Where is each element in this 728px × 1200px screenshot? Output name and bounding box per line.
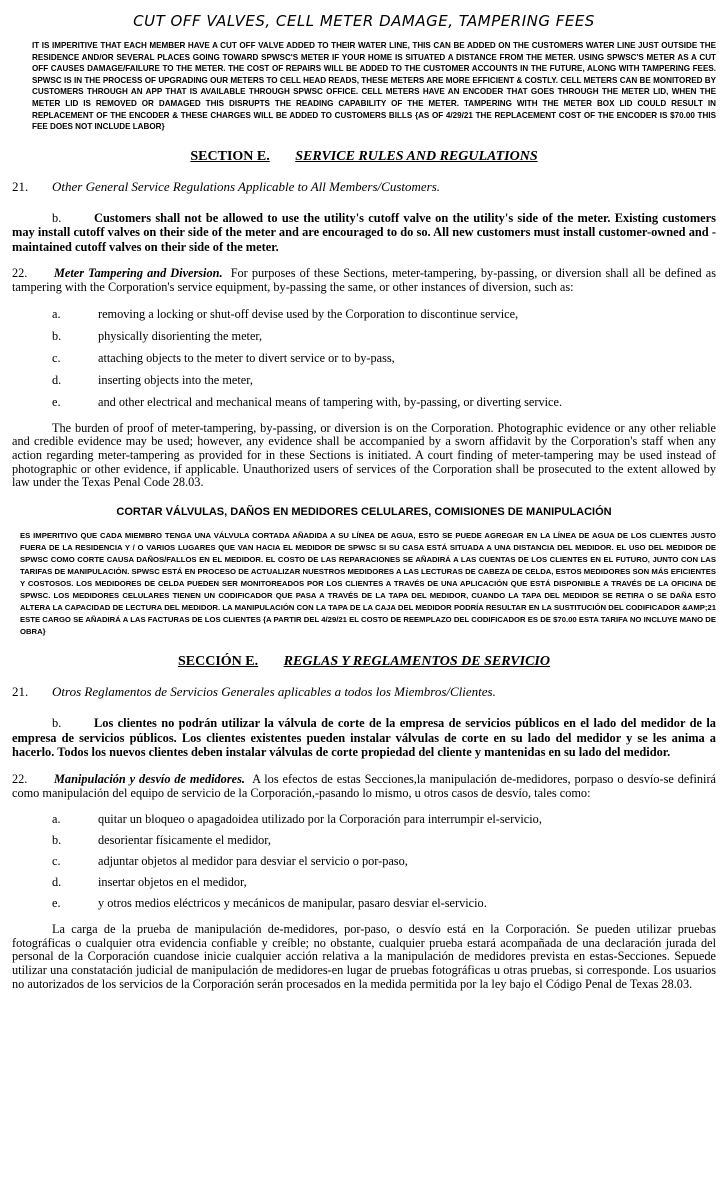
list-item [12, 854, 716, 869]
rule-number: 21. [12, 684, 29, 700]
item-text: quitar un bloqueo o apagadoidea utilizado por la Corporación para interrumpir el-servicio, [98, 812, 542, 827]
rule-22-head: Manipulación y desvío de medidores. [54, 771, 245, 786]
item-text: inserting objects into the meter, [98, 372, 253, 387]
spanish-rule-22-paragraph [12, 772, 716, 800]
item-letter: c. [52, 350, 61, 365]
document-title: CUT OFF VALVES, CELL METER DAMAGE, TAMPERING FEES [133, 12, 595, 30]
list-item [12, 833, 716, 848]
item-text: physically disorienting the meter, [98, 328, 263, 343]
rule-21b-paragraph [12, 211, 716, 255]
item-text: removing a locking or shut-off devise used by the Corporation to discontinue service, [98, 306, 519, 321]
rule-number: 21. [12, 178, 29, 194]
spanish-rule-21-heading [12, 684, 716, 700]
list-item [12, 307, 716, 322]
item-text: y otros medios eléctricos y mecánicos de manipular, pasaro desviar el-servicio. [98, 896, 487, 911]
section-heading [12, 149, 716, 165]
rule-22-head: Meter Tampering and Diversion. [54, 266, 223, 281]
list-item [12, 373, 716, 388]
spanish-section-heading [12, 654, 716, 670]
list-item [12, 351, 716, 366]
rule-title: Other General Service Regulations Applicable to All Members/Customers. [52, 178, 441, 194]
item-letter: a. [52, 812, 61, 827]
item-letter: b. [52, 328, 62, 343]
item-letter: b. [52, 833, 62, 848]
spanish-notice-text: ES IMPERITIVO QUE CADA MIEMBRO TENGA UNA VÁLVULA CORTADA AÑADIDA A SU LÍNEA DE AGUA, ESTO SE PUEDE AGREGAR EN LA LÍNEA DE AGUA DE LOS CLIENTES JUSTO FUERA DE LA RESIDENCIA Y / O VARIOS LUGARES QUE VAN HACIA EL MEDIDOR DE SPWSC SI SU CASA ESTÁ SITUADA A UNA DISTANCIA DEL MEDIDOR. EL USO DEL MEDIDOR DE SPWSC COMO CORTE CAUSA DAÑOS/FALLOS EN EL MEDIDOR. EL COSTO DE LAS REPARACIONES SE AÑADIRÁ A LAS CUENTAS DE LOS CLIENTES EN EL FUTURO, JUNTO CON LAS TARIFAS DE MANIPULACIÓN. SPWSC ESTÁ EN PROCESO DE ACTUALIZAR NUESTROS MEDIDORES A LAS LECTURAS DE CABEZA DE CELDA, ESTOS MEDIDORES SON MÁS EFICIENTES Y COSTOSOS. LOS MEDIDORES DE CELDA PUEDEN SER MONITOREADOS POR LOS CLIENTES A TRAVÉS DE UNA APLICACIÓN QUE ESTÁ DISPONIBLE A TRAVÉS DE LA OFICINA DE SPWSC. LOS MEDIDORES CELULARES TIENEN UN CODIFICADOR QUE PASA A TRAVÉS DE LA TAPA DEL MEDIDOR, CUANDO LA TAPA DEL MEDIDOR SE RETIRA O SE DAÑA ESTO ALTERA LA CAPACIDAD DE LECTURA DEL MEDIDOR. LA MANIPULACIÓN CON LA TAPA DE LA CAJA DEL MEDIDOR PODRÍA RESULTAR EN LA SUSTITUCIÓN DEL CODIFICADOR &AMP;21 ESTE CARGO SE AÑADIRÁ A LAS FACTURAS DE LOS CLIENTES {A PARTIR DEL 4/29/21 EL COSTO DE REEMPLAZO DEL CODIFICADOR ES DE $70.00 ESTA TARIFA NO INCLUYE MANO DE OBRA} [20, 531, 716, 637]
item-letter: d. [52, 875, 62, 890]
rule-21b-text: Los clientes no podrán utilizar la válvula de corte de la empresa de servicios públicos en el lado del medidor de la empresa de servicios públicos. Los clientes existentes pueden instalar válvulas de corte en su lado del medidor y se les anima a hacerlo. Todos los nuevos clientes deben instalar válvulas de corte propiedad del cliente y mantenidas en su lado del medidor. [12, 716, 716, 760]
section-number: SECCIÓN E. [178, 654, 259, 670]
list-item [12, 896, 716, 911]
item-letter: d. [52, 372, 62, 387]
list-item [12, 395, 716, 410]
item-letter: e. [52, 896, 61, 911]
rule-21-heading [12, 179, 716, 195]
notice-text: IT IS IMPERITIVE THAT EACH MEMBER HAVE A CUT OFF VALVE ADDED TO THEIR WATER LINE, THIS CAN BE ADDED ON THE CUSTOMERS WATER LINE JUST OUTSIDE THE RESIDENCE AND/OR SEVERAL PLACES GOING TOWARD SPWSC'S METER IF YOUR HOME IS SITUATED A DISTANCE FROM THE METER. USING SPWSC'S METER AS A CUT OFF CAUSES DAMAGE/FAILURE TO THE METER. THE COST OF REPAIRS WILL BE ADDED TO THE CUSTOMER ACCOUNTS IN THE FUTURE, ALONG WITH TAMPERING FEES. SPWSC IS IN THE PROCESS OF UPGRADING OUR METERS TO CELL HEAD READS, THESE METERS ARE MORE EFFICIENT & COSTLY. CELL METERS CAN BE MONITORED BY CUSTOMERS THROUGH AN APP THAT IS AVAILABLE THROUGH SPWSC OFFICE. CELL METERS HAVE AN ENCODER THAT GOES THROUGH THE METER LID, WHEN THE METER LID IS REMOVED OR DAMAGED THIS DISRUPTS THE READING CAPABILITY OF THE METER. TAMPERING WITH THE METER BOX LID COULD RESULT IN REPLACEMENT OF THE ENCODER & THESE CHARGES WILL BE ADDED TO CUSTOMERS BILLS {AS OF 4/29/21 THE REPLACEMENT COST OF THE ENCODER IS $70.00 THIS FEE DOES NOT INCLUDE LABOR} [32, 41, 716, 132]
section-title: SERVICE RULES AND REGULATIONS [295, 148, 538, 164]
rule-22-text: A los efectos de estas Secciones,la manipulación de-medidores, porpaso o desvío-se definirá como manipulación del equipo de servicio de la Corporación,-pasando lo mismo, u otros casos de desvío, tales como: [12, 771, 717, 800]
tampering-list [12, 307, 716, 410]
item-letter: b. [52, 716, 62, 731]
spanish-rule-21b-paragraph [12, 716, 716, 760]
rule-21b-text: Customers shall not be allowed to use the utility's cutoff valve on the utility's side of the meter. Existing customers may install cutoff valves on their side of the meter and are encouraged to do so. All new customers must install customer-owned and -maintained cutoff valves on their side of the meter. [12, 210, 716, 254]
item-text: desorientar físicamente el medidor, [98, 833, 271, 848]
list-item [12, 329, 716, 344]
list-item [12, 875, 716, 890]
item-text: adjuntar objetos al medidor para desviar el servicio o por-paso, [98, 854, 408, 869]
section-number: SECTION E. [190, 148, 270, 164]
rule-title: Otros Reglamentos de Servicios Generales aplicables a todos los Miembros/Clientes. [52, 684, 496, 700]
item-text: attaching objects to the meter to divert service or to by-pass, [98, 350, 395, 365]
item-letter: e. [52, 394, 61, 409]
item-text: insertar objetos en el medidor, [98, 875, 247, 890]
spanish-title: CORTAR VÁLVULAS, DAÑOS EN MEDIDORES CELULARES, COMISIONES DE MANIPULACIÓN [116, 506, 612, 519]
burden-of-proof-paragraph: The burden of proof of meter-tampering, by-passing, or diversion is on the Corporation. Photographic evidence or any other reliable and credible evidence may be used; however, any evidence shall be accompanied by a sworn affidavit by the Corporation's staff when any action regarding meter-tampering as provided for in these Sections is initiated. A court finding of meter-tampering may be used instead of photographic or other evidence, if applicable. Unauthorized users of services of the Corporation shall be prosecuted to the extent allowed by law under the Texas Penal Code 28.03. [12, 420, 716, 490]
item-text: and other electrical and mechanical means of tampering with, by-passing, or diverting service. [98, 394, 563, 409]
rule-22-paragraph [12, 266, 716, 294]
spanish-burden-of-proof-paragraph: La carga de la prueba de manipulación de-medidores, por-paso, o desvío está en la Corporación. Se pueden utilizar pruebas fotográficas o cualquier otra evidencia confiable y creíble; no obstante, cualquier prueba estará acompañada de una declaración jurada del personal de la Corporación cuandose inicie cualquier acción relativa a la manipulación de medidores prevista en estas-Secciones. Sepuede utilizar una constatación judicial de manipulación de medidores-en lugar de pruebas fotográficas u otras pruebas, si corresponde. Los usuarios no autorizados de los servicios de la Corporación serán procesados en la medida permitida por la ley bajo el Código Penal de Texas 28.03. [12, 922, 716, 991]
rule-number: 22. [12, 266, 28, 281]
item-letter: c. [52, 854, 61, 869]
spanish-tampering-list [12, 812, 716, 911]
section-title: REGLAS Y REGLAMENTOS DE SERVICIO [283, 654, 550, 670]
rule-22-text: For purposes of these Sections, meter-tampering, by-passing, or diversion shall all be defined as tampering with the Corporation's service equipment, by-passing the same, or other instances of diversion, such as: [12, 266, 716, 295]
item-letter: a. [52, 306, 61, 321]
item-letter: b. [52, 210, 62, 225]
list-item [12, 812, 716, 827]
rule-number: 22. [12, 771, 28, 786]
